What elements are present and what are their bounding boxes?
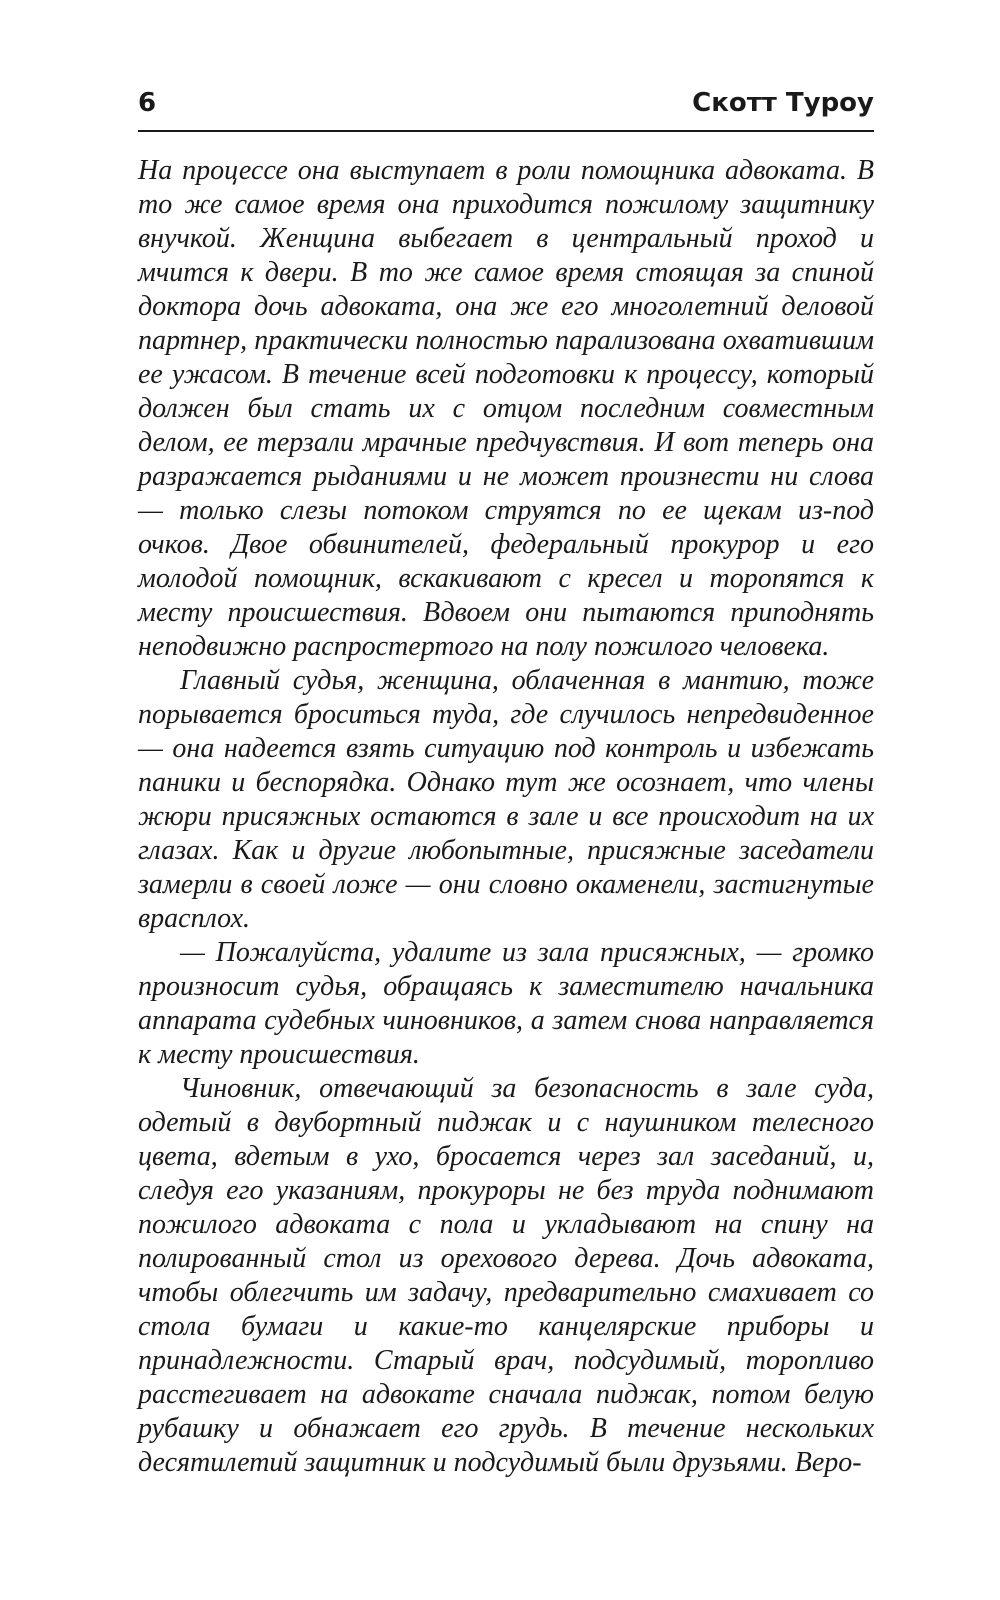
page-header <box>138 84 874 132</box>
running-head-author: Скотт Туроу <box>692 88 874 118</box>
paragraph-1: На процессе она выступает в роли помощника адвоката. В то же самое время она приходится пожилому защитнику внучкой. Женщина выбегает в центральный проход и мчится к двери. В то же самое время стоящая за спиной доктора дочь адвоката, она же его многолетний деловой партнер, практически полностью парализована охватившим ее ужасом. В течение всей подготовки к процессу, который должен был стать их с отцом последним совместным делом, ее терзали мрачные предчувствия. И вот теперь она разражается рыданиями и не может произнести ни слова — только слезы потоком струятся по ее щекам из-под очков. Двое обвинителей, федеральный прокурор и его молодой помощник, вскакивают с кресел и торопятся к месту происшествия. Вдвоем они пытаются приподнять неподвижно распростертого на полу пожилого человека. <box>138 155 874 662</box>
paragraph-2: Главный судья, женщина, облаченная в мантию, тоже порывается броситься туда, где случилось непредвиденное — она надеется взять ситуацию под контроль и избежать паники и беспорядка. Однако тут же осознает, что члены жюри присяжных остаются в зале и все происходит на их глазах. Как и другие любопытные, присяжные заседатели замерли в своей ложе — они словно окаменели, застигнутые врасплох. <box>138 665 874 934</box>
page-number: 6 <box>138 88 157 118</box>
body-text <box>138 154 874 1480</box>
paragraph-3-dialogue: — Пожалуйста, удалите из зала присяжных, — громко произносит судья, обращаясь к заместителю начальника аппарата судебных чиновников, а затем снова направляется к месту происшествия. <box>138 937 874 1070</box>
paragraph-4: Чиновник, отвечающий за безопасность в зале суда, одетый в двубортный пиджак и с наушником телесного цвета, вдетым в ухо, бросается через зал заседаний, и, следуя его указаниям, прокуроры не без труда поднимают пожилого адвоката с пола и укладывают на спину на полированный стол из орехового дерева. Дочь адвоката, чтобы облегчить им задачу, предварительно смахивает со стола бумаги и какие-то канцелярские приборы и принадлежности. Старый врач, подсудимый, торопливо расстегивает на адвокате сначала пиджак, потом белую рубашку и обнажает его грудь. В течение нескольких десятилетий защитник и подсудимый были друзьями. Веро- <box>138 1073 874 1478</box>
